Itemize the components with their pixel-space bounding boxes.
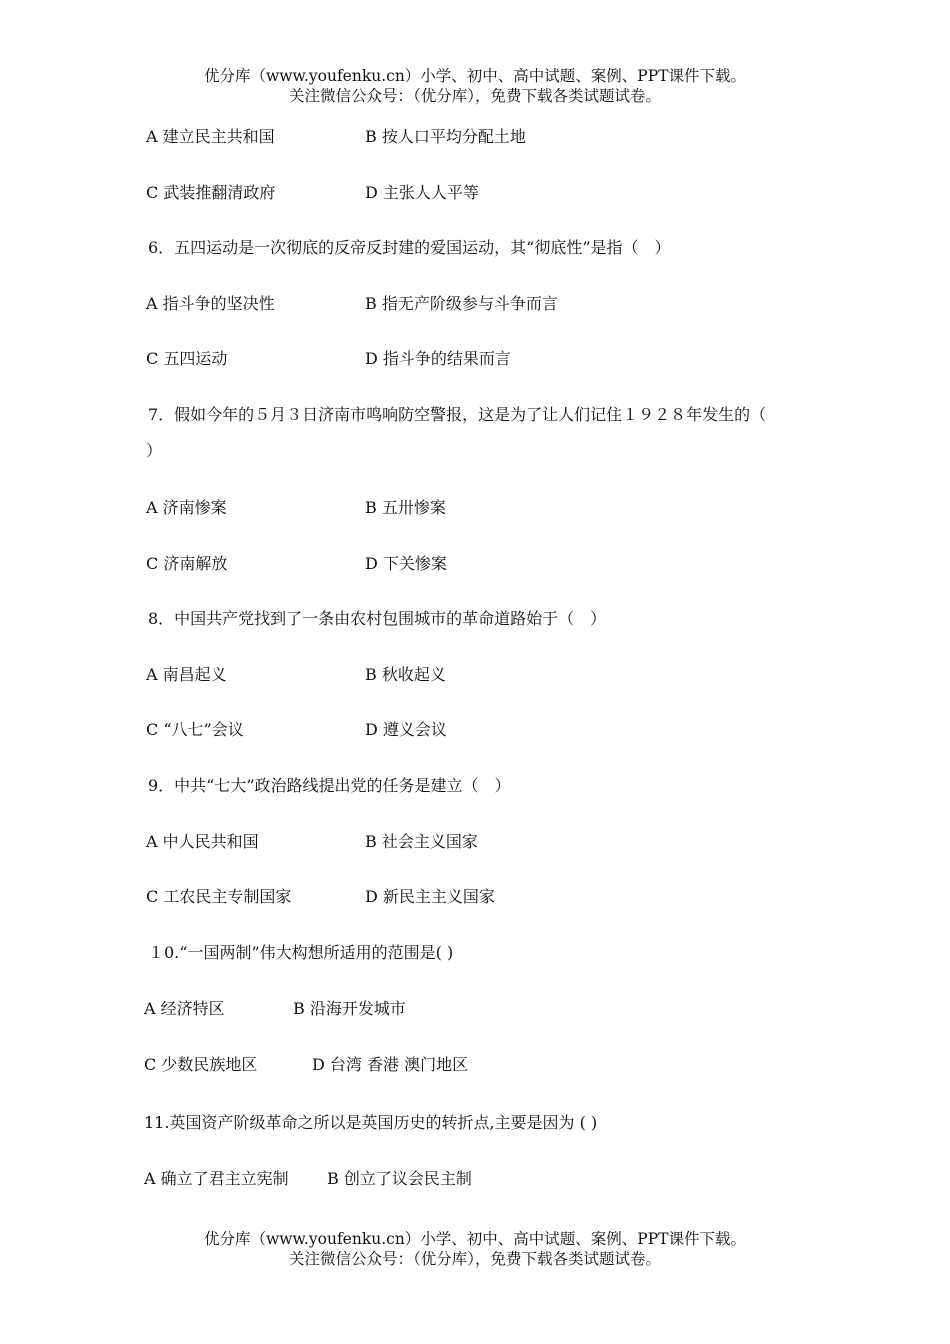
q7-option-d: D 下关惨案 <box>365 554 447 573</box>
q8-option-c: C “八七”会议 <box>146 720 244 739</box>
q10-option-b: B 沿海开发城市 <box>293 999 406 1018</box>
q8-option-d: D 遵义会议 <box>365 720 447 739</box>
q10-option-d: D 台湾 香港 澳门地区 <box>312 1055 469 1074</box>
q8-question: 8．中国共产党找到了一条由农村包围城市的革命道路始于（ ） <box>148 609 607 628</box>
q7-question: 7．假如今年的５月３日济南市鸣响防空警报，这是为了让人们记住１９２８年发生的（ <box>148 405 767 424</box>
q10-option-a: A 经济特区 <box>144 999 225 1018</box>
q5-option-d: D 主张人人平等 <box>365 183 479 202</box>
q10-option-c: C 少数民族地区 <box>144 1055 258 1074</box>
q8-option-a: A 南昌起义 <box>146 665 227 684</box>
q5-option-c: C 武装推翻清政府 <box>146 183 276 202</box>
q7-option-c: C 济南解放 <box>146 554 228 573</box>
q9-option-b: B 社会主义国家 <box>365 832 478 851</box>
page-footer <box>0 1229 950 1269</box>
page-header <box>0 66 950 106</box>
q7-option-a: A 济南惨案 <box>146 498 227 517</box>
q9-option-d: D 新民主主义国家 <box>365 887 495 906</box>
q9-question: 9．中共“七大”政治路线提出党的任务是建立（ ） <box>148 776 511 795</box>
header-line-2: 关注微信公众号：（优分库），免费下载各类试题试卷。 <box>288 87 661 105</box>
q10-question: １0.“一国两制”伟大构想所适用的范围是( ) <box>148 943 454 962</box>
q7-option-b: B 五卅惨案 <box>365 498 446 517</box>
q7-question-cont: ） <box>146 441 163 460</box>
q6-option-a: A 指斗争的坚决性 <box>146 294 275 313</box>
q5-option-b: B 按人口平均分配土地 <box>365 127 526 146</box>
q11-question: 11.英国资产阶级革命之所以是英国历史的转折点,主要是因为 ( ) <box>144 1113 598 1132</box>
header-line-1: 优分库（www.youfenku.cn）小学、初中、高中试题、案例、PPT课件下载。 <box>203 67 747 85</box>
footer-line-2: 关注微信公众号：（优分库），免费下载各类试题试卷。 <box>288 1250 661 1268</box>
q8-option-b: B 秋收起义 <box>365 665 446 684</box>
q6-option-c: C 五四运动 <box>146 349 228 368</box>
q6-option-b: B 指无产阶级参与斗争而言 <box>365 294 558 313</box>
q6-option-d: D 指斗争的结果而言 <box>365 349 511 368</box>
q9-option-a: A 中人民共和国 <box>146 832 259 851</box>
q11-option-a: A 确立了君主立宪制 <box>144 1169 289 1188</box>
q11-option-b: B 创立了议会民主制 <box>327 1169 472 1188</box>
q5-option-a: A 建立民主共和国 <box>146 127 275 146</box>
q9-option-c: C 工农民主专制国家 <box>146 887 292 906</box>
q6-question: 6．五四运动是一次彻底的反帝反封建的爱国运动，其“彻底性”是指（ ） <box>148 238 671 257</box>
footer-line-1: 优分库（www.youfenku.cn）小学、初中、高中试题、案例、PPT课件下载。 <box>203 1230 747 1248</box>
